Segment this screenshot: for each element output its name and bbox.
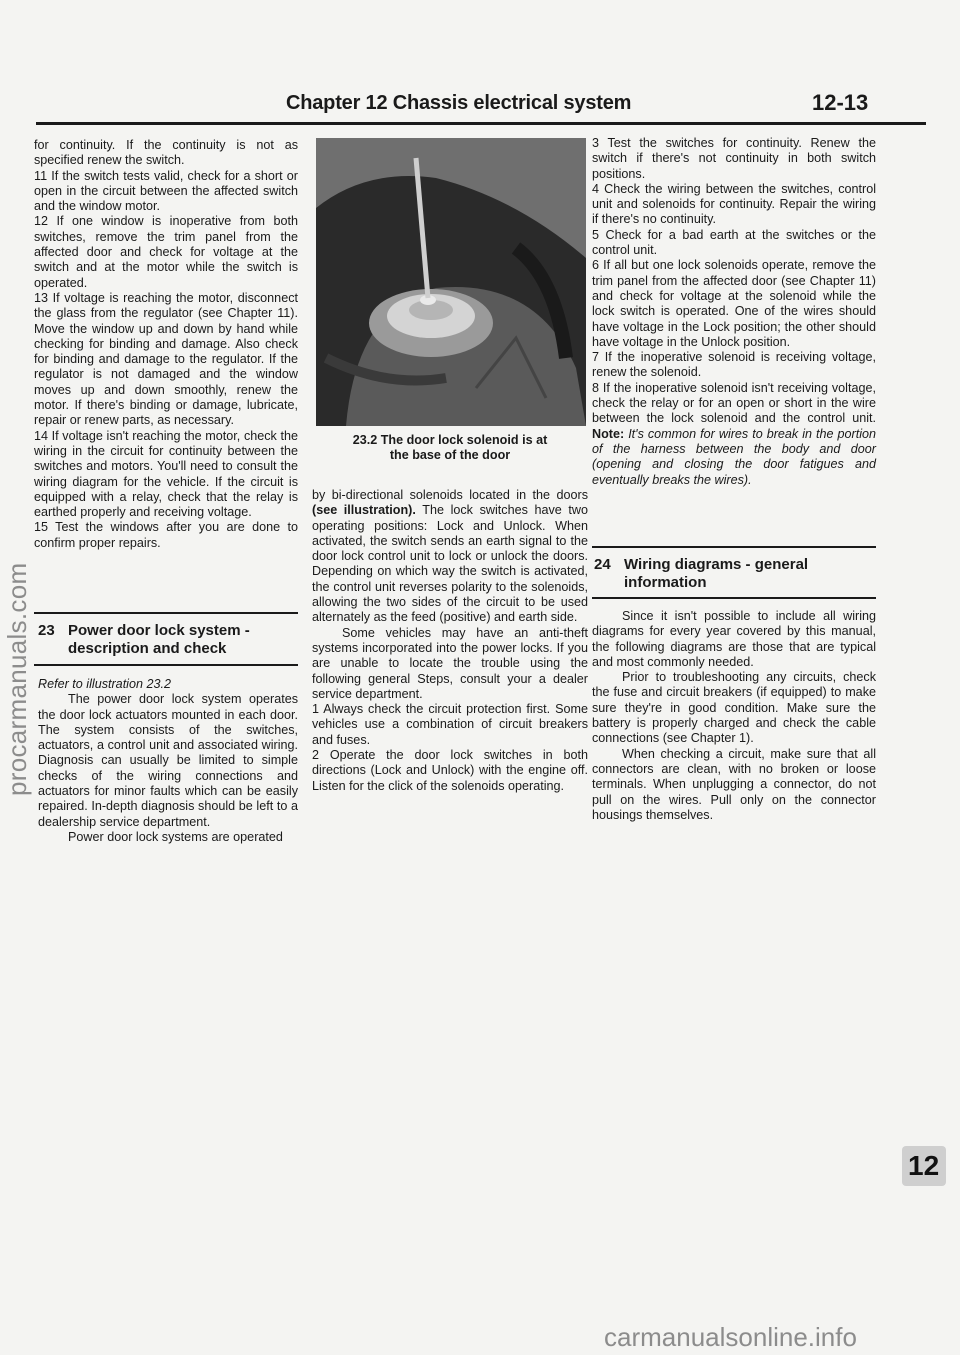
paragraph-step-11: 11 If the switch tests valid, check for a short or open in the circuit between the affected switch and the window motor. <box>34 168 298 214</box>
section-number: 24 <box>594 556 611 573</box>
section-title-line1: Power door lock system - <box>68 622 250 639</box>
chapter-thumb-tab <box>902 1146 946 1186</box>
paragraph: The power door lock system operates the door lock actuators mounted in each door. The system consists of the switches, actuators, a control unit and associated wiring. Diagnosis can usually be limited to simple checks of the wiring connections and actuators for minor faults which can be easily repaired. In-depth diagnosis should be left to a dealership service department. <box>38 692 298 829</box>
paragraph: for continuity. If the continuity is not as specified renew the switch. <box>34 138 298 168</box>
paragraph-step-6: 6 If all but one lock solenoids operate, remove the trim panel from the affected door (see Chapter 11) and check for voltage at the solenoid while the lock switch is operated. One of the wires should have voltage in the Lock position; the other should have voltage in the Unlock position. <box>592 258 876 349</box>
column-left <box>34 138 298 551</box>
paragraph: When checking a circuit, make sure that all connectors are clean, with no broken or loose terminals. When unplugging a connector, do not pull on the wires. Pull only on the connector housings themselves. <box>592 746 876 822</box>
section-24-heading <box>594 556 874 592</box>
paragraph: Power door lock systems are operated <box>68 829 283 844</box>
paragraph-step-1: 1 Always check the circuit protection first. Some vehicles use a combination of circuit breakers and fuses. <box>312 702 588 747</box>
paragraph-step-12: 12 If one window is inoperative from both switches, remove the trim panel from the affected door and check for voltage at the switch and at the motor while the switch is operated. <box>34 214 298 290</box>
italic-run: It's common for wires to break in the portion of the harness between the body and door (opening and closing the door fatigues and eventually breaks the wires). <box>592 426 877 487</box>
bottom-watermark: carmanualsonline.info <box>604 1322 857 1352</box>
paragraph-step-2: 2 Operate the door lock switches in both directions (Lock and Unlock) with the engine off. Listen for the click of the solenoids operating. <box>312 748 588 793</box>
paragraph-step-7: 7 If the inoperative solenoid is receiving voltage, renew the solenoid. <box>592 350 876 380</box>
page-number: 12-13 <box>812 90 869 115</box>
section-rule <box>34 664 298 666</box>
text-run: The lock switches have two operating positions: Lock and Unlock. When activated, the switch sends an earth signal to the door lock control unit to lock or unlock the doors. Depending on which way the switch is activated, the control unit reverses polarity to the solenoids, allowing the two sides of the circuit to be used alternately as the feed (positive) and earth side. <box>312 503 588 625</box>
section-title-line1: Wiring diagrams - general <box>624 556 809 573</box>
paragraph-step-3: 3 Test the switches for continuity. Renew the switch if there's not continuity in both switch positions. <box>592 136 876 181</box>
section-24-body <box>592 609 876 823</box>
header-rule <box>36 122 926 125</box>
thumb-tab-label: 12 <box>908 1150 940 1181</box>
section-rule <box>592 597 876 599</box>
paragraph: Since it isn't possible to include all wiring diagrams for every year covered by this manual, the following diagrams are those that are typical and most commonly needed. <box>592 609 876 669</box>
section-number: 23 <box>38 622 55 639</box>
paragraph-step-13: 13 If voltage is reaching the motor, disconnect the glass from the regulator (see Chapter 11). Move the window up and down by hand while checking for binding and damage. Also check for binding and damage to the regulator. If the regulator is not damaged and the window moves up and down smoothly, renew the motor. If there's binding or damage, lubricate, repair or renew parts, as necessary. <box>34 290 298 428</box>
caption-line1: 23.2 The door lock solenoid is at <box>352 433 548 447</box>
section-title-line2: description and check <box>68 640 227 657</box>
illustration-reference: Refer to illustration 23.2 <box>38 677 172 691</box>
section-rule <box>592 546 876 548</box>
column-middle <box>312 488 588 794</box>
paragraph <box>312 488 588 626</box>
paragraph-step-4: 4 Check the wiring between the switches, control unit and solenoids for continuity. Repair the wiring if there's no continuity. <box>592 181 876 227</box>
side-watermark-text: procarmanuals.com <box>2 562 32 796</box>
paragraph: Some vehicles may have an anti-theft systems incorporated into the power locks. If you are unable to locate the trouble using the following general Steps, consult your a dealer service department. <box>312 625 588 701</box>
photo-drawing <box>316 138 586 426</box>
column-right <box>592 136 876 488</box>
paragraph-step-14: 14 If voltage isn't reaching the motor, check the wiring in the circuit for continuity between the switches and motors. You'll need to consult the wiring diagram for the vehicle. If the circuit is equipped with a relay, check that the relay is earthed properly and receiving voltage. <box>34 428 298 520</box>
section-23-heading <box>38 622 298 658</box>
paragraph-step-8 <box>592 381 876 488</box>
paragraph-step-15: 15 Test the windows after you are done to confirm proper repairs. <box>34 520 298 550</box>
section-23-body <box>38 677 298 845</box>
text-run: by bi-directional solenoids located in the doors <box>312 488 588 502</box>
door-lock-solenoid-photo <box>316 138 586 426</box>
paragraph-step-5: 5 Check for a bad earth at the switches or the control unit. <box>592 227 876 258</box>
paragraph: Prior to troubleshooting any circuits, check the fuse and circuit breakers (if equipped) to make sure they're in good condition. Make sure the battery is properly charged and check the cable connections (see Chapter 1). <box>592 670 876 746</box>
figure-caption <box>312 433 588 463</box>
note-label: Note: <box>592 426 625 441</box>
text-run: 8 If the inoperative solenoid isn't receiving voltage, check the relay or for an open or short in the wire between the lock solenoid and the control unit. <box>592 380 876 426</box>
section-title-line2: information <box>624 574 707 591</box>
chapter-title: Chapter 12 Chassis electrical system <box>286 92 632 114</box>
section-rule <box>34 612 298 614</box>
caption-line2: the base of the door <box>389 448 511 462</box>
bold-run: (see illustration). <box>312 503 416 518</box>
